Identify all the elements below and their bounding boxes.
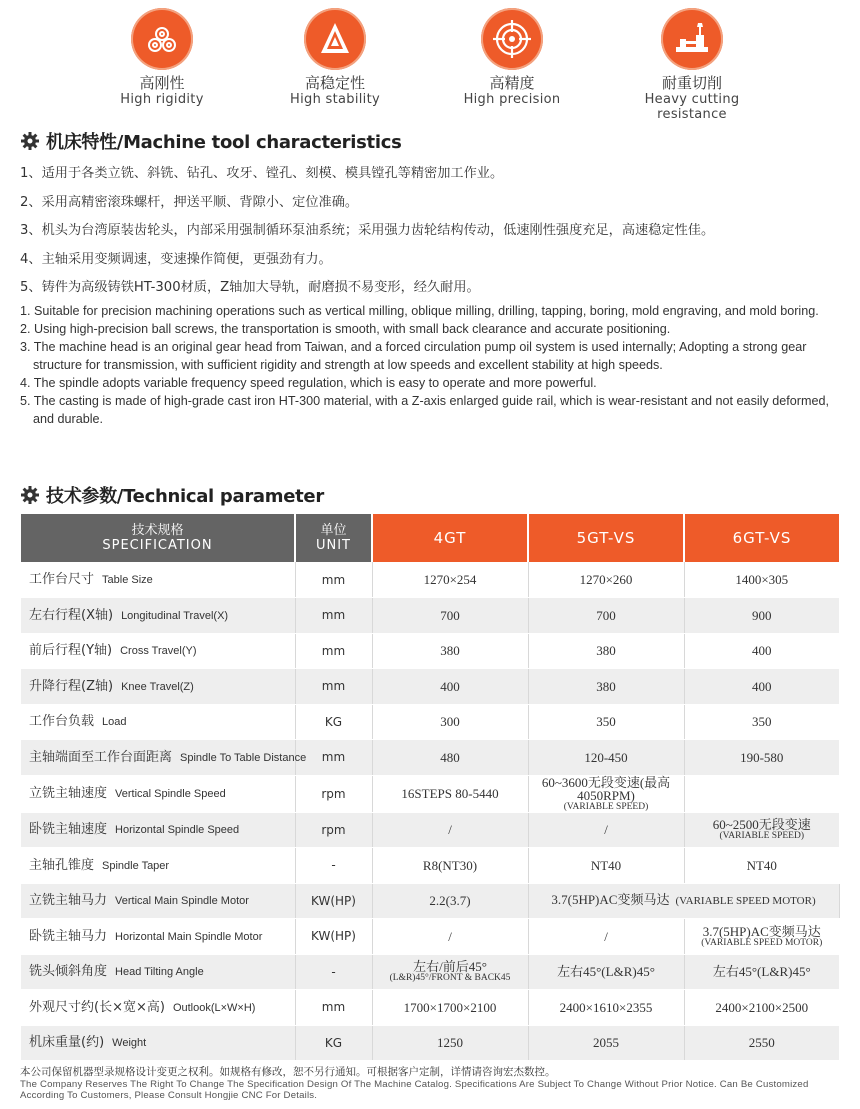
value-cell — [372, 704, 528, 740]
value-cell — [684, 954, 839, 990]
value-text: 1250 — [437, 1035, 463, 1051]
value-text: NT40 — [590, 857, 622, 873]
table-row — [21, 704, 839, 740]
value-cell — [372, 740, 528, 776]
feature-en: Heavy cutting — [644, 92, 740, 107]
value-text: 120-450 — [584, 749, 628, 765]
unit-cell — [295, 883, 372, 919]
table-row — [21, 1025, 839, 1061]
vise-icon — [661, 8, 723, 70]
table-row — [21, 598, 839, 634]
value-text: 1270×254 — [423, 572, 477, 587]
unit-value: mm — [321, 572, 346, 587]
value-text: / — [448, 928, 452, 944]
value-cell — [684, 990, 839, 1026]
unit-cell — [295, 919, 372, 955]
value-cell — [528, 562, 684, 598]
list-item: 1. Suitable for precision machining operations such as vertical milling, oblique milling, drilling, tapping, boring, mold engraving, and mold boring. — [20, 304, 819, 318]
spec-name-zh: 外观尺寸约(长×宽×高) — [29, 999, 165, 1015]
unit-value: - — [331, 858, 336, 873]
value-cell — [528, 990, 684, 1026]
unit-value: mm — [321, 750, 346, 765]
spec-name-cell — [21, 740, 307, 776]
unit-cell — [295, 740, 372, 776]
value-cell — [528, 919, 684, 955]
spec-name-zh: 前后行程(Y轴) — [29, 643, 113, 659]
table-row — [21, 990, 839, 1026]
spec-name-zh: 立铣主轴速度 — [29, 786, 108, 801]
spec-name-zh: 主轴孔锥度 — [29, 857, 95, 873]
footer-disclaimer — [20, 1066, 850, 1101]
table-row — [21, 883, 839, 919]
spec-name-en: Spindle Taper — [102, 859, 170, 872]
value-cell — [684, 704, 839, 740]
value-text: 350 — [752, 714, 772, 730]
value-cell — [372, 562, 528, 598]
feature-row — [0, 8, 860, 126]
spec-name-zh: 卧铣主轴速度 — [29, 822, 108, 838]
spec-name-en: Horizontal Main Spindle Motor — [115, 930, 263, 943]
value-text: / — [448, 822, 452, 838]
unit-value: rpm — [321, 786, 346, 801]
table-row — [21, 919, 839, 955]
spec-name-en: Outlook(L×W×H) — [172, 1001, 256, 1014]
table-row — [21, 848, 839, 884]
footer-en-line2: According To Customers, Please Consult Hongjie CNC For Details. — [20, 1090, 318, 1101]
value-cell — [684, 1025, 839, 1061]
section-title-text: 技术参数/Technical parameter — [46, 486, 324, 507]
unit-cell — [295, 1025, 372, 1061]
value-text: 400 — [440, 678, 460, 694]
value-text: 350 — [596, 714, 616, 730]
value-text: 2055 — [593, 1035, 619, 1051]
spec-name-cell — [21, 562, 295, 598]
table-row — [21, 669, 839, 705]
value-cell — [528, 598, 684, 634]
spec-name-en: Vertical Spindle Speed — [115, 788, 226, 800]
value-text: 400 — [752, 678, 772, 694]
spec-name-cell — [21, 919, 295, 955]
spec-name-cell — [21, 954, 295, 990]
list-item: 3、机头为台湾原装齿轮头，内部采用强制循环泵油系统；采用强力齿轮结构传动，低速刚性强度充足，高速稳定性佳。 — [20, 223, 715, 238]
spec-name-en: Cross Travel(Y) — [120, 645, 197, 658]
spec-name-en: Horizontal Spindle Speed — [115, 824, 240, 837]
value-cell — [684, 633, 839, 669]
feature-zh: 耐重切削 — [661, 74, 722, 92]
footer-en-line1: The Company Reserves The Right To Change The Specification Design Of The Machine Catalog. Specifications Are Subject To Change Without Prior Notice. Can Be Customized — [20, 1079, 809, 1090]
list-item: 1、适用于各类立铣、斜铣、钻孔、攻牙、镗孔、刻模、模具镗孔等精密加工作业。 — [20, 166, 504, 181]
value-text: 1270×260 — [579, 572, 633, 587]
logs-icon — [131, 8, 193, 70]
spec-name-zh: 工作台负载 — [29, 714, 95, 730]
unit-cell — [295, 812, 372, 848]
spec-name-cell — [21, 598, 295, 634]
value-subtext: (VARIABLE SPEED MOTOR) — [701, 937, 823, 948]
feature-high-rigidity — [82, 8, 242, 107]
list-item: 5、铸件为高级铸铁HT-300材质，Z轴加大导轨，耐磨损不易变形，经久耐用。 — [20, 280, 480, 295]
feature-zh: 高稳定性 — [304, 74, 365, 92]
spec-name-en: Head Tilting Angle — [115, 966, 204, 979]
unit-value: mm — [321, 643, 346, 658]
triangle-icon — [304, 8, 366, 70]
list-item: 4、主轴采用变频调速，变速操作简便，更强劲有力。 — [20, 251, 332, 267]
value-cell — [528, 669, 684, 705]
value-text: 1400×305 — [735, 572, 789, 587]
value-text: 16STEPS 80-5440 — [401, 786, 499, 801]
spec-name-en: Longitudinal Travel(X) — [121, 609, 229, 622]
value-cell — [372, 669, 528, 705]
feature-en: High stability — [290, 92, 380, 107]
section-title-text: 机床特性/Machine tool characteristics — [46, 132, 402, 153]
value-cell — [372, 954, 528, 990]
spec-name-zh: 卧铣主轴马力 — [29, 928, 108, 944]
table-row — [21, 633, 839, 669]
value-text: 1700×1700×2100 — [403, 999, 497, 1015]
value-text: 380 — [596, 643, 616, 659]
table-row — [21, 954, 839, 990]
section-title-characteristics — [20, 128, 402, 154]
gear-icon — [20, 485, 40, 505]
header-unit: 单位 UNIT — [295, 514, 372, 562]
value-text: 左右/前后45° — [413, 959, 487, 975]
zh-feature-list — [20, 160, 840, 303]
spec-name-zh: 工作台尺寸 — [29, 572, 95, 587]
unit-value: KG — [324, 714, 343, 729]
spec-name-en: Vertical Main Spindle Motor — [115, 895, 249, 908]
feature-en: High precision — [463, 92, 561, 107]
list-item: 2. Using high-precision ball screws, the transportation is smooth, with small back clearance and accurate positioning. — [20, 322, 671, 336]
unit-cell — [295, 633, 372, 669]
spec-name-cell — [21, 812, 295, 848]
footer-zh: 本公司保留机器型录规格设计变更之权利。如规格有修改，恕不另行通知。可根据客户定制，详情请咨询宏杰数控。 — [20, 1066, 556, 1078]
spec-name-en: Knee Travel(Z) — [121, 680, 194, 693]
value-cell — [684, 919, 839, 955]
unit-cell — [295, 775, 372, 812]
table-header-row — [21, 514, 839, 562]
spec-name-cell — [21, 775, 295, 812]
feature-high-stability — [255, 8, 415, 107]
feature-zh: 高刚性 — [139, 74, 185, 92]
unit-value: - — [331, 964, 336, 979]
spec-name-zh: 机床重量(约) — [29, 1035, 105, 1051]
feature-heavy-cutting — [612, 8, 772, 122]
unit-value: rpm — [321, 822, 346, 837]
value-cell — [528, 775, 684, 812]
value-text: 700 — [440, 607, 460, 623]
value-cell — [684, 562, 839, 598]
en-feature-list — [20, 302, 842, 428]
value-text: R8(NT30) — [422, 857, 478, 873]
value-cell — [528, 1025, 684, 1061]
header-model: 4GT — [372, 514, 528, 562]
unit-cell — [295, 990, 372, 1026]
unit-value: KW(HP) — [311, 893, 356, 908]
value-cell — [528, 812, 684, 848]
spec-name-cell — [21, 848, 295, 884]
table-row — [21, 740, 839, 776]
spec-name-en: Table Size — [102, 574, 153, 586]
value-cell — [372, 812, 528, 848]
spec-name-en: Load — [102, 716, 127, 729]
spec-name-zh: 升降行程(Z轴) — [29, 678, 114, 694]
unit-cell — [295, 598, 372, 634]
spec-name-cell — [21, 633, 295, 669]
value-cell — [372, 775, 528, 812]
value-cell — [372, 919, 528, 955]
value-cell — [684, 812, 839, 848]
spec-name-cell — [21, 1025, 295, 1061]
value-text: 480 — [440, 749, 460, 765]
value-text: 60~3600无段变速(最高4050RPM) — [541, 774, 671, 803]
value-cell — [372, 848, 528, 884]
spec-name-cell — [21, 669, 295, 705]
unit-cell — [295, 669, 372, 705]
spec-name-zh: 铣头倾斜角度 — [29, 964, 108, 980]
value-text: 380 — [440, 643, 460, 659]
value-cell — [528, 704, 684, 740]
gear-icon — [20, 131, 40, 151]
list-item: 4. The spindle adopts variable frequency speed regulation, which is easy to operate and more powerful. — [20, 376, 597, 390]
value-text: 3.7(5HP)AC变频马达 — [551, 892, 670, 908]
value-cell — [684, 598, 839, 634]
header-model: 5GT-VS — [528, 514, 684, 562]
value-cell — [684, 669, 839, 705]
value-text: 60~2500无段变速 — [712, 817, 811, 833]
feature-en-line2: resistance — [657, 107, 727, 122]
unit-value: mm — [321, 1000, 346, 1015]
value-text: 2400×2100×2500 — [715, 999, 809, 1015]
table-row — [21, 812, 839, 848]
value-subtext: (VARIABLE SPEED) — [563, 801, 649, 812]
list-item: 3. The machine head is an original gear head from Taiwan, and a forced circulation pump oil system is used internally; Adopting a strong gear structure for transmission, with sufficient rigidity and strength at low speeds and excellent stability at high speeds. — [20, 340, 807, 372]
value-cell — [684, 848, 839, 884]
header-model: 6GT-VS — [684, 514, 839, 562]
value-cell — [528, 740, 684, 776]
value-text: 3.7(5HP)AC变频马达 — [702, 923, 821, 939]
spec-table — [21, 514, 840, 1061]
section-title-parameters — [20, 482, 324, 508]
feature-zh: 高精度 — [489, 74, 535, 92]
target-icon — [481, 8, 543, 70]
value-text: NT40 — [746, 857, 777, 873]
list-item: 2、采用高精密滚珠螺杆，押送平顺、背隙小、定位准确。 — [20, 194, 359, 210]
feature-en: High rigidity — [120, 92, 204, 107]
value-cell — [528, 954, 684, 990]
spec-name-zh: 主轴端面至工作台面距离 — [29, 749, 173, 765]
value-cell — [372, 883, 528, 919]
value-subtext: (VARIABLE SPEED) — [719, 831, 805, 842]
value-cell — [528, 883, 839, 919]
value-text: / — [604, 822, 608, 838]
value-text: / — [604, 928, 608, 944]
value-cell — [372, 1025, 528, 1061]
value-cell — [684, 740, 839, 776]
value-text: 380 — [596, 678, 616, 694]
value-cell — [528, 848, 684, 884]
spec-name-cell — [21, 990, 295, 1026]
value-cell — [684, 775, 839, 812]
value-subtext: (VARIABLE SPEED MOTOR) — [675, 895, 816, 908]
value-text: 2550 — [748, 1035, 775, 1051]
value-cell — [372, 990, 528, 1026]
value-text: 2400×1610×2355 — [559, 999, 653, 1015]
value-cell — [372, 633, 528, 669]
spec-name-zh: 立铣主轴马力 — [29, 893, 108, 909]
spec-name-zh: 左右行程(X轴) — [29, 607, 114, 623]
value-text: 190-580 — [740, 749, 784, 765]
list-item: 5. The casting is made of high-grade cast iron HT-300 material, with a Z-axis enlarged guide rail, which is wear-resistant and not easily deformed, and durable. — [20, 394, 829, 426]
value-text: 400 — [752, 643, 772, 659]
feature-high-precision — [432, 8, 592, 107]
value-subtext: (L&R)45°/FRONT & BACK45 — [389, 973, 511, 984]
unit-value: mm — [321, 679, 346, 694]
unit-cell — [295, 704, 372, 740]
spec-name-en: Weight — [112, 1037, 147, 1050]
value-text: 900 — [752, 607, 772, 623]
value-cell — [372, 598, 528, 634]
spec-name-en: Spindle To Table Distance — [180, 751, 307, 764]
value-text: 左右45°(L&R)45° — [557, 964, 655, 980]
table-row — [21, 562, 839, 598]
value-text: 300 — [440, 714, 460, 730]
unit-value: mm — [321, 608, 346, 623]
header-specification: 技术规格 SPECIFICATION — [21, 514, 295, 562]
unit-value: KW(HP) — [311, 929, 356, 944]
unit-cell — [295, 954, 372, 990]
spec-name-cell — [21, 883, 295, 919]
value-text: 700 — [596, 607, 616, 623]
value-cell — [528, 633, 684, 669]
unit-value: KG — [324, 1035, 343, 1050]
spec-name-cell — [21, 704, 295, 740]
unit-cell — [295, 848, 372, 884]
value-text: 2.2(3.7) — [429, 893, 471, 909]
unit-cell — [295, 562, 372, 598]
value-text: 左右45°(L&R)45° — [712, 964, 811, 980]
table-row — [21, 775, 839, 812]
